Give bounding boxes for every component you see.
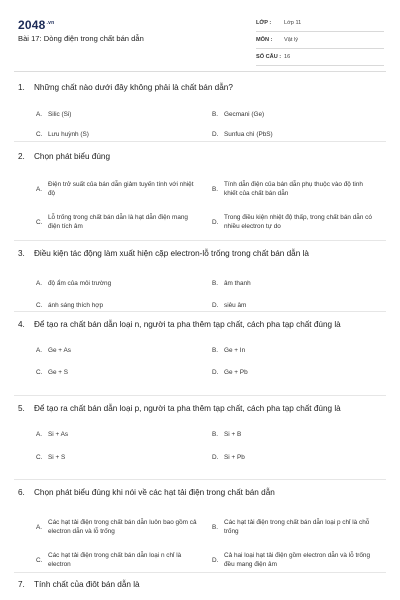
lesson-title: Bài 17: Dòng điện trong chất bán dẫn bbox=[18, 34, 144, 43]
option-text: siêu âm bbox=[224, 302, 247, 309]
option-text: Ge + As bbox=[48, 347, 71, 354]
option-text: Si + S bbox=[48, 454, 66, 461]
option-text: Silic (Si) bbox=[48, 111, 72, 118]
question-number: 5. bbox=[18, 404, 25, 413]
question-stem bbox=[18, 403, 384, 414]
option-b[interactable] bbox=[210, 110, 374, 119]
option-key: B. bbox=[212, 111, 219, 118]
option-text: Si + As bbox=[48, 431, 69, 438]
meta-key: MÔN : bbox=[256, 37, 273, 43]
question-stem bbox=[18, 248, 384, 259]
option-key: C. bbox=[36, 369, 43, 376]
question-text: Để tạo ra chất bán dẫn loại n, người ta pha thêm tạp chất, cách pha tạp chất đúng là bbox=[34, 320, 341, 329]
meta-question-count bbox=[256, 49, 384, 66]
meta-value: Vật lý bbox=[284, 37, 298, 43]
option-key: B. bbox=[212, 523, 219, 531]
option-key: A. bbox=[36, 431, 43, 438]
question-stem bbox=[18, 151, 384, 162]
option-key: C. bbox=[36, 556, 43, 564]
option-key: B. bbox=[212, 280, 219, 287]
option-text: âm thanh bbox=[224, 280, 251, 287]
meta-subject bbox=[256, 32, 384, 49]
option-text: Cả hai loại hạt tải điện gồm electron dẫn và lỗ trống đều mang điện âm bbox=[224, 552, 371, 568]
option-a[interactable] bbox=[34, 110, 198, 119]
question-divider bbox=[14, 479, 386, 480]
option-text: Trong điều kiện nhiệt độ thấp, trong chất bán dẫn có nhiều electron tự do bbox=[224, 214, 372, 230]
option-text: Lỗ trống trong chất bán dẫn là hạt dẫn điện mang điện tích âm bbox=[48, 214, 188, 230]
header-divider bbox=[14, 71, 386, 72]
site-logo[interactable]: $2048^{.vn}$ bbox=[18, 18, 55, 32]
option-c[interactable] bbox=[34, 551, 198, 569]
option-b[interactable] bbox=[210, 180, 374, 198]
option-c[interactable] bbox=[34, 453, 198, 462]
question-1 bbox=[18, 82, 384, 137]
option-d[interactable] bbox=[210, 301, 374, 310]
option-text: Các hạt tải điện trong chất bán dẫn loại n chỉ là electron bbox=[48, 552, 182, 568]
option-key: D. bbox=[212, 302, 219, 309]
option-text: Gecmani (Ge) bbox=[224, 111, 265, 118]
option-key: C. bbox=[36, 131, 43, 138]
option-text: Tính dẫn điện của bán dẫn phụ thuộc vào độ tinh khiết của chất bán dẫn bbox=[224, 181, 363, 197]
question-5 bbox=[18, 403, 384, 474]
option-text: ánh sáng thích hợp bbox=[48, 302, 104, 309]
question-stem bbox=[18, 82, 384, 93]
question-text: Tính chất của điôt bán dẫn là bbox=[34, 580, 140, 589]
option-key: A. bbox=[36, 347, 43, 354]
option-key: B. bbox=[212, 431, 219, 438]
meta-value: 16 bbox=[284, 54, 291, 60]
option-key: A. bbox=[36, 523, 43, 531]
question-divider bbox=[14, 141, 386, 142]
question-number: 3. bbox=[18, 249, 25, 258]
question-4 bbox=[18, 319, 384, 390]
option-key: C. bbox=[36, 218, 43, 226]
option-d[interactable] bbox=[210, 213, 374, 231]
option-key: D. bbox=[212, 369, 219, 376]
meta-grade bbox=[256, 15, 384, 32]
question-stem bbox=[18, 579, 384, 590]
worksheet-meta bbox=[256, 15, 384, 66]
option-c[interactable] bbox=[34, 301, 198, 310]
option-key: D. bbox=[212, 556, 219, 564]
question-text: Chọn phát biểu đúng khi nói về các hạt tải điện trong chất bán dẫn bbox=[34, 488, 275, 497]
worksheet-header bbox=[0, 0, 400, 72]
option-d[interactable] bbox=[210, 368, 374, 377]
option-key: D. bbox=[212, 131, 219, 138]
question-text: Để tạo ra chất bán dẫn loại p, người ta pha thêm tạp chất, cách pha tạp chất đúng là bbox=[34, 404, 341, 413]
option-text: Ge + In bbox=[224, 347, 246, 354]
option-text: độ ẩm của môi trường bbox=[48, 280, 112, 287]
option-text: Sunfua chì (PbS) bbox=[224, 131, 273, 138]
option-b[interactable] bbox=[210, 279, 374, 288]
option-b[interactable] bbox=[210, 518, 374, 536]
option-key: D. bbox=[212, 218, 219, 226]
question-stem bbox=[18, 319, 384, 330]
question-number: 7. bbox=[18, 580, 25, 589]
option-a[interactable] bbox=[34, 180, 198, 198]
option-b[interactable] bbox=[210, 346, 374, 355]
option-key: B. bbox=[212, 347, 219, 354]
question-text: Những chất nào dưới đây không phải là chất bán dẫn? bbox=[34, 83, 233, 92]
question-divider bbox=[14, 395, 386, 396]
question-3 bbox=[18, 248, 384, 307]
option-d[interactable] bbox=[210, 130, 374, 139]
option-text: Ge + S bbox=[48, 369, 69, 376]
question-2 bbox=[18, 151, 384, 242]
option-text: Các hạt tải điện trong chất bán dẫn loại p chỉ là chỗ trống bbox=[224, 519, 370, 535]
option-text: Ge + Pb bbox=[224, 369, 248, 376]
option-text: Si + B bbox=[224, 431, 242, 438]
question-text: Điều kiện tác động làm xuất hiện cặp electron-lỗ trống trong chất bán dẫn là bbox=[34, 249, 309, 258]
question-divider bbox=[14, 240, 386, 241]
option-d[interactable] bbox=[210, 551, 374, 569]
question-divider bbox=[14, 572, 386, 573]
option-a[interactable] bbox=[34, 518, 198, 536]
option-a[interactable] bbox=[34, 346, 198, 355]
question-divider bbox=[14, 311, 386, 312]
meta-key: LỚP : bbox=[256, 20, 272, 26]
meta-key: SỐ CÂU : bbox=[256, 54, 282, 60]
option-key: A. bbox=[36, 185, 43, 193]
question-6 bbox=[18, 487, 384, 578]
option-c[interactable] bbox=[34, 130, 198, 139]
question-number: 1. bbox=[18, 83, 25, 92]
option-a[interactable] bbox=[34, 279, 198, 288]
question-stem bbox=[18, 487, 384, 498]
question-text: Chọn phát biểu đúng bbox=[34, 152, 111, 161]
question-number: 2. bbox=[18, 152, 25, 161]
option-text: Các hạt tải điện trong chất bán dẫn luôn bao gồm cả electron dẫn và lỗ trống bbox=[48, 519, 197, 535]
option-key: C. bbox=[36, 454, 43, 461]
option-a[interactable] bbox=[34, 430, 198, 439]
option-c[interactable] bbox=[34, 213, 198, 231]
option-d[interactable] bbox=[210, 453, 374, 462]
option-key: A. bbox=[36, 280, 43, 287]
option-b[interactable] bbox=[210, 430, 374, 439]
meta-value: Lớp 11 bbox=[284, 20, 302, 26]
option-key: D. bbox=[212, 454, 219, 461]
question-number: 6. bbox=[18, 488, 25, 497]
option-key: A. bbox=[36, 111, 43, 118]
option-c[interactable] bbox=[34, 368, 198, 377]
option-text: Si + Pb bbox=[224, 454, 245, 461]
option-text: Điện trở suất của bán dẫn giảm tuyến tính với nhiệt độ bbox=[48, 181, 194, 197]
question-number: 4. bbox=[18, 320, 25, 329]
option-key: C. bbox=[36, 302, 43, 309]
question-7 bbox=[18, 579, 384, 590]
option-key: B. bbox=[212, 185, 219, 193]
option-text: Lưu huỳnh (S) bbox=[48, 131, 89, 138]
